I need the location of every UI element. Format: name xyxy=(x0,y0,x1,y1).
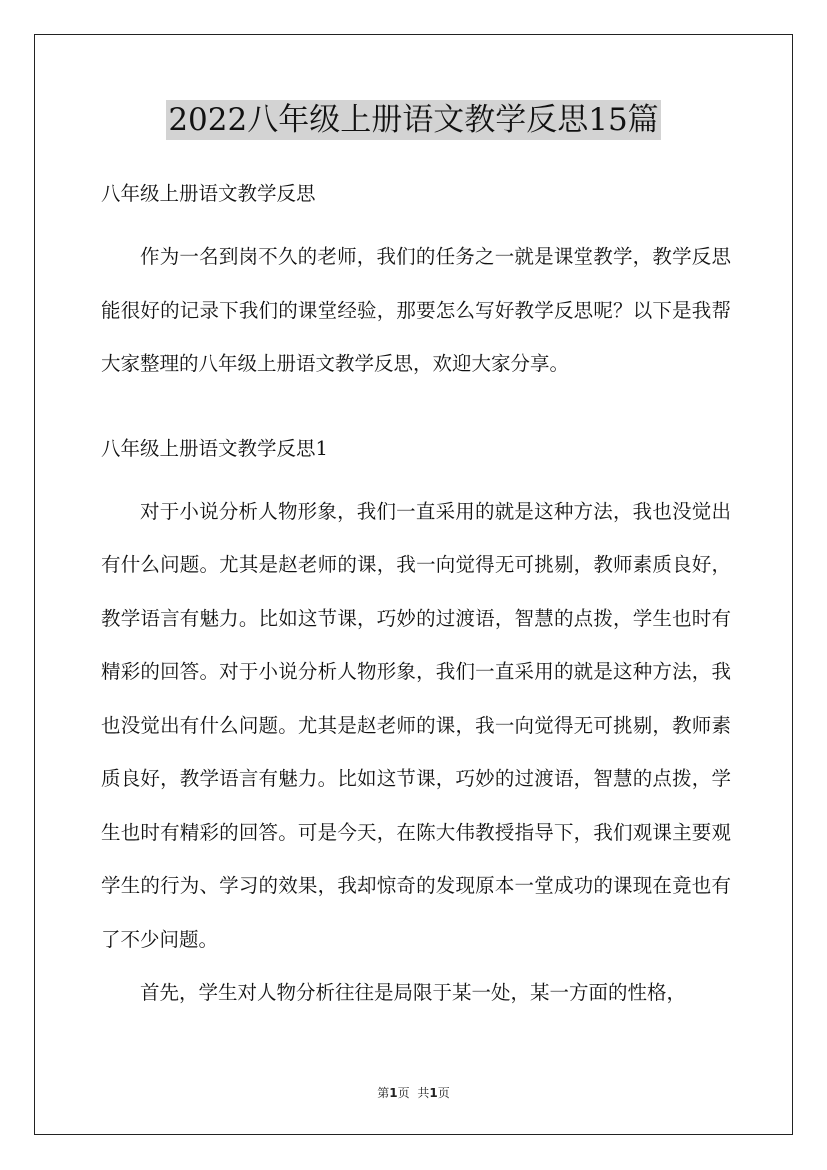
total-pages: 1 xyxy=(429,1086,438,1100)
section1-paragraph: 首先，学生对人物分析往往是局限于某一处，某一方面的性格， xyxy=(140,981,687,1004)
section1-heading: 八年级上册语文教学反思1 xyxy=(101,436,328,460)
document-title: 2022八年级上册语文教学反思15篇 xyxy=(168,102,659,138)
intro-paragraph: 作为一名到岗不久的老师，我们的任务之一就是课堂教学，教学反思能很好的记录下我们的课堂经验，那要怎么写好教学反思呢？以下是我帮大家整理的八年级上册语文教学反思，欢迎大家分享。 xyxy=(101,245,731,375)
document-body xyxy=(101,176,731,1020)
total-label: 共 xyxy=(417,1086,430,1100)
page-unit: 页 xyxy=(397,1086,410,1100)
intro-heading: 八年级上册语文教学反思 xyxy=(101,182,316,205)
total-unit: 页 xyxy=(437,1086,450,1100)
page-label: 第 xyxy=(377,1086,390,1100)
section1-paragraph: 对于小说分析人物形象，我们一直采用的就是这种方法，我也没觉出有什么问题。尤其是赵老师的课，我一向觉得无可挑剔，教师素质良好，教学语言有魅力。比如这节课，巧妙的过渡语，智慧的点拨，学生也时有精彩的回答。对于小说分析人物形象，我们一直采用的就是这种方法，我也没觉出有什么问题。尤其是赵老师的课，我一向觉得无可挑剔，教师素质良好，教学语言有魅力。比如这节课，巧妙的过渡语，智慧的点拨，学生也时有精彩的回答。可是今天，在陈大伟教授指导下，我们观课主要观学生的行为、学习的效果，我却惊奇的发现原本一堂成功的课现在竟也有了不少问题。 xyxy=(101,499,731,951)
page-footer xyxy=(0,1084,827,1101)
page-number: 1 xyxy=(389,1086,398,1100)
title-container xyxy=(0,100,827,140)
